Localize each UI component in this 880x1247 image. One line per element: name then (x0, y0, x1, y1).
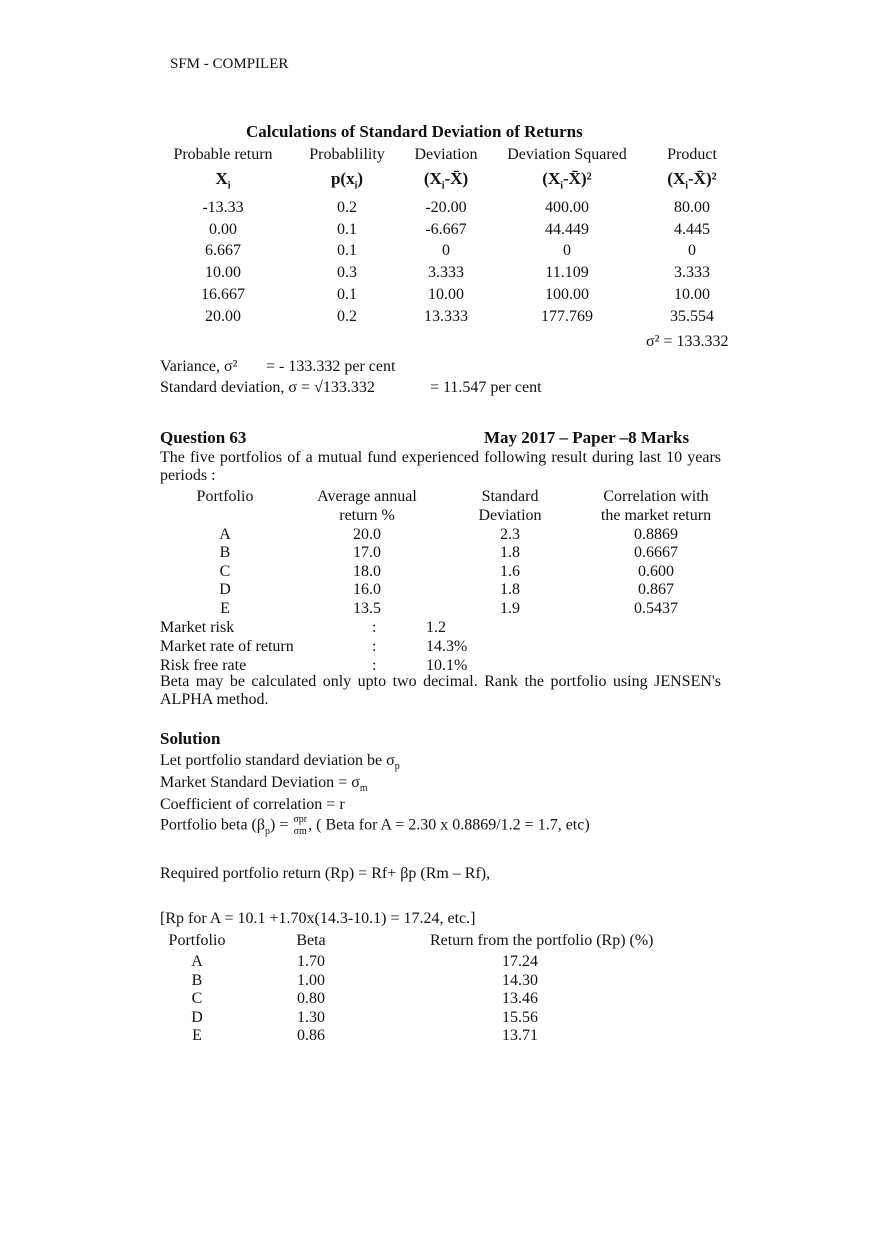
market-label: Market rate of return (160, 638, 294, 655)
solution-cell: 1.00 (297, 972, 325, 989)
sd-col-symbol: $p(x_i)$ (330, 169, 364, 192)
sd-col-header: Probable return (173, 146, 273, 163)
portfolio-col-header: Average annual (317, 488, 417, 505)
market-label: Risk free rate (160, 657, 247, 674)
beta-fraction (293, 814, 307, 838)
portfolio-col-header: Standard (481, 488, 539, 505)
solution-line-sigma-m-text: Market Standard Deviation = σ (160, 774, 360, 791)
solution-cell: 1.30 (297, 1009, 325, 1026)
portfolio-cell: 20.0 (353, 526, 381, 543)
sd-cell: 0.1 (337, 221, 357, 238)
sd-cell: 11.109 (545, 264, 589, 281)
sd-cell: 0.00 (209, 221, 237, 238)
sd-table-title: Calculations of Standard Deviation of Returns (246, 122, 583, 141)
solution-line-sigma-p (160, 751, 400, 771)
sd-cell: 0.2 (337, 199, 357, 216)
solution-cell: 14.30 (502, 972, 538, 989)
portfolio-cell: 0.6667 (634, 544, 678, 561)
beta-example: , ( Beta for A = 2.30 x 0.8869/1.2 = 1.7, etc) (308, 816, 590, 834)
portfolio-col-header: the market return (600, 507, 712, 524)
sd-col-symbol: $(X_i-X̄)^2$ (667, 169, 717, 192)
solution-cell: 15.56 (502, 1009, 538, 1026)
sd-cell: 100.00 (545, 286, 589, 303)
question-meta: May 2017 – Paper –8 Marks (484, 428, 690, 447)
market-value: 1.2 (426, 619, 446, 636)
sd-col-symbol: $(X_i-X̄)$ (423, 169, 469, 192)
portfolio-cell: 1.8 (500, 544, 520, 561)
sd-cell: 44.449 (545, 221, 589, 238)
portfolio-cell: C (219, 563, 231, 580)
portfolio-cell: B (219, 544, 231, 561)
portfolio-cell: 0.600 (638, 563, 674, 580)
sd-cell: 3.333 (428, 264, 464, 281)
solution-cell: 0.80 (297, 990, 325, 1007)
sd-cell: 35.554 (670, 308, 714, 325)
solution-cell: 1.70 (297, 953, 325, 970)
sd-cell: -13.33 (202, 199, 244, 216)
sd-col-header: Deviation Squared (507, 146, 627, 163)
portfolio-cell: 17.0 (353, 544, 381, 561)
sd-cell: 10.00 (674, 286, 710, 303)
solution-col-header: Beta (296, 932, 326, 949)
solution-cell: E (192, 1027, 202, 1044)
portfolio-col-header: return % (339, 507, 395, 524)
solution-col-header: Portfolio (168, 932, 226, 949)
sd-cell: 10.00 (205, 264, 241, 281)
portfolio-cell: 1.9 (500, 600, 520, 617)
sd-cell: 177.769 (541, 308, 593, 325)
running-header: SFM - COMPILER (170, 56, 289, 72)
sd-cell: 400.00 (545, 199, 589, 216)
market-sep: : (372, 638, 377, 655)
sd-cell: 0.2 (337, 308, 357, 325)
sd-col-header: Probablility (309, 146, 385, 163)
portfolio-cell: 18.0 (353, 563, 381, 580)
solution-cell: 13.71 (502, 1027, 538, 1044)
sd-cell: 20.00 (205, 308, 241, 325)
solution-cell: C (191, 990, 203, 1007)
required-return-formula: Required portfolio return (Rp) = Rf+ βp (Rm – Rf), (160, 865, 491, 882)
solution-cell: 13.46 (502, 990, 538, 1007)
market-sep: : (372, 657, 377, 674)
market-label: Market risk (160, 619, 235, 636)
sigma-p-subscript: p (394, 761, 400, 773)
solution-heading: Solution (160, 729, 221, 748)
sd-col-header: Product (667, 146, 717, 163)
solution-cell: D (191, 1009, 203, 1026)
market-sep: : (372, 619, 377, 636)
solution-cell: 0.86 (297, 1027, 325, 1044)
sd-cell: 0.3 (337, 264, 357, 281)
portfolio-col-header: Deviation (478, 507, 542, 524)
variance-label: Variance, σ² (160, 358, 238, 375)
beta-subscript: p (265, 825, 271, 837)
question-intro: The five portfolios of a mutual fund experienced following result during last 10 years periods : (160, 449, 721, 484)
sd-cell: -6.667 (425, 221, 467, 238)
portfolio-beta-formula (160, 814, 590, 838)
portfolio-cell: 2.3 (500, 526, 520, 543)
portfolio-col-header: Portfolio (196, 488, 254, 505)
beta-prefix: Portfolio beta (β (160, 816, 266, 834)
market-value: 10.1% (426, 657, 468, 674)
sd-cell: -20.00 (425, 199, 467, 216)
sd-col-symbol: $(X_i-X̄)^2$ (542, 169, 592, 192)
sd-col-symbol: $X_i$ (215, 169, 231, 192)
sigma-total: σ² = 133.332 (646, 333, 729, 350)
solution-col-header: Return from the portfolio (Rp) (%) (430, 932, 654, 949)
beta-eq: ) = (270, 816, 289, 834)
sd-cell: 0 (563, 242, 571, 259)
sd-cell: 10.00 (428, 286, 464, 303)
portfolio-cell: 16.0 (353, 581, 381, 598)
sd-cell: 0.1 (337, 286, 357, 303)
sd-cell: 0 (442, 242, 450, 259)
solution-line-correlation: Coefficient of correlation = r (160, 796, 345, 813)
beta-numerator: σpr (293, 814, 308, 825)
portfolio-cell: 0.8869 (634, 526, 678, 543)
sd-cell: 3.333 (674, 264, 710, 281)
sd-cell: 80.00 (674, 199, 710, 216)
solution-cell: 17.24 (502, 953, 538, 970)
sd-col-header: Deviation (414, 146, 478, 163)
variance-value: = - 133.332 per cent (266, 358, 396, 375)
solution-cell: B (191, 972, 203, 989)
sd-cell: 0 (688, 242, 696, 259)
portfolio-cell: 0.5437 (634, 600, 678, 617)
portfolio-cell: A (219, 526, 231, 543)
portfolio-cell: E (220, 600, 230, 617)
portfolio-cell: 13.5 (353, 600, 381, 617)
portfolio-cell: D (219, 581, 231, 598)
portfolio-col-header: Correlation with (603, 488, 709, 505)
beta-denominator: σm (293, 826, 307, 837)
rp-example: [Rp for A = 10.1 +1.70x(14.3-10.1) = 17.24, etc.] (160, 910, 476, 927)
sd-label: Standard deviation, σ = √133.332 (160, 379, 375, 396)
solution-line-sigma-m (160, 773, 368, 793)
sigma-m-subscript: m (359, 783, 368, 795)
sd-cell: 13.333 (424, 308, 468, 325)
question-number: Question 63 (160, 428, 247, 447)
market-value: 14.3% (426, 638, 468, 655)
sd-cell: 4.445 (674, 221, 710, 238)
solution-line-sigma-p-text: Let portfolio standard deviation be σ (160, 752, 395, 769)
solution-cell: A (191, 953, 203, 970)
sd-cell: 0.1 (337, 242, 357, 259)
portfolio-cell: 1.6 (500, 563, 520, 580)
sd-cell: 6.667 (205, 242, 241, 259)
sd-value: = 11.547 per cent (430, 379, 542, 396)
sd-cell: 16.667 (201, 286, 245, 303)
question-instruction: Beta may be calculated only upto two decimal. Rank the portfolio using JENSEN's ALPHA method. (160, 673, 721, 708)
portfolio-cell: 1.8 (500, 581, 520, 598)
portfolio-cell: 0.867 (638, 581, 674, 598)
